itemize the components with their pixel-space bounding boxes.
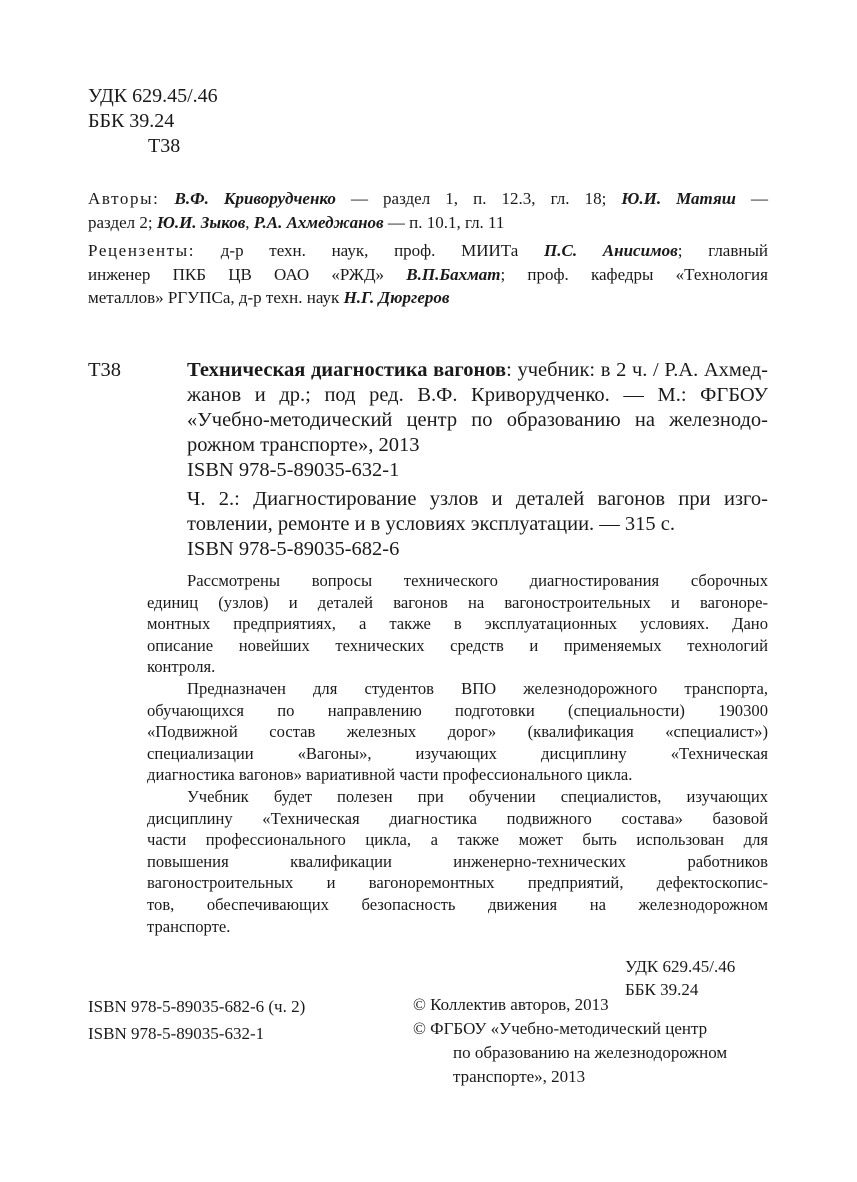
credits <box>88 187 768 310</box>
text-span: , <box>245 212 254 232</box>
person-name: П.С. Анисимов <box>544 241 678 260</box>
bibliographic-record <box>187 358 768 562</box>
abstract-line: части профессионального цикла, а также может быть использован для <box>147 830 768 850</box>
copyright-line: © Коллектив авторов, 2013 <box>413 995 609 1014</box>
reviewers-line <box>88 286 768 310</box>
text-span: раздел 2; <box>88 212 157 232</box>
abstract-line: вагоностроительных и вагоноремонтных предприятий, дефектоскопис- <box>147 873 768 893</box>
text-span: ; главный <box>677 241 768 260</box>
abstract-line: монтных предприятиях, а также в эксплуатационных условиях. Дано <box>147 614 768 634</box>
abstract-line: Рассмотрены вопросы технического диагностирования сборочных <box>187 571 768 590</box>
text-span: рожном транспорте», 2013 <box>187 434 420 456</box>
text-span: д-р техн. наук, проф. МИИТа <box>195 241 545 260</box>
abstract-paragraph <box>147 786 768 937</box>
bbk-code: ББК 39.24 <box>625 979 699 999</box>
text-span: Рецензенты: <box>88 241 196 260</box>
isbn-line: ISBN 978-5-89035-682-6 (ч. 2) <box>88 997 306 1016</box>
abstract-line: «Подвижной состав железных дорог» (квалификация «специалист») <box>147 722 768 742</box>
isbn-line: ISBN 978-5-89035-632-1 <box>88 1024 265 1043</box>
isbn-part: ISBN 978-5-89035-682-6 <box>187 538 400 560</box>
text-span: жанов и др.; под ред. В.Ф. Криворудченко. — М.: ФГБОУ <box>187 384 768 406</box>
abstract-line: дисциплину «Техническая диагностика подвижного состава» базовой <box>147 808 768 828</box>
person-name: Р.А. Ахмеджанов <box>253 212 384 232</box>
part-line: товлении, ремонте и в условиях эксплуатации. — 315 с. <box>187 513 676 535</box>
citation-line <box>187 408 768 433</box>
abstract-line: транспорте. <box>147 916 231 936</box>
citation <box>187 358 768 458</box>
text-span: Авторы: <box>88 189 160 208</box>
reviewers-line <box>88 239 768 263</box>
abstract-line: контроля. <box>147 657 216 677</box>
book-title: Техническая диагностика вагонов <box>187 359 507 381</box>
abstract-line: обучающихся по направлению подготовки (специальности) 190300 <box>147 700 768 720</box>
text-span: — раздел 1, п. 12.3, гл. 18; <box>335 189 622 208</box>
udk-code: УДК 629.45/.46 <box>625 957 736 976</box>
authors-line <box>88 187 768 211</box>
person-name: Н.Г. Дюргеров <box>343 288 450 307</box>
part-description <box>187 487 768 537</box>
classification-codes <box>88 84 218 159</box>
abstract-line: Учебник будет полезен при обучении специалистов, изучающих <box>187 786 768 806</box>
abstract-line: Предназначен для студентов ВПО железнодорожного транспорта, <box>187 678 768 698</box>
text-span: — <box>735 189 768 208</box>
abstract-line: описание новейших технических средств и применяемых технологий <box>147 635 768 655</box>
abstract-line: диагностика вагонов» вариативной части профессионального цикла. <box>147 765 633 785</box>
text-span: : учебник: в 2 ч. / Р.А. Ахмед- <box>506 359 768 381</box>
person-name: Ю.И. Матяш <box>621 189 736 208</box>
copyright-line: по образованию на железнодорожном <box>453 1043 728 1062</box>
copyright-line: транспорте», 2013 <box>453 1067 586 1086</box>
udk-code: УДК 629.45/.46 <box>88 85 218 107</box>
abstract-paragraph <box>147 570 768 678</box>
abstract-line: повышения квалификации инженерно-технических работников <box>147 851 768 871</box>
abstract-line: специализации «Вагоны», изучающих дисциплину «Техническая <box>147 743 768 763</box>
text-span: «Учебно-методический центр по образованию на железнодо- <box>187 409 768 431</box>
person-name: Ю.И. Зыков <box>156 212 246 232</box>
text-span: — п. 10.1, гл. 11 <box>383 212 505 232</box>
authors-section <box>88 187 768 234</box>
citation-line <box>187 383 768 408</box>
text-span <box>159 189 174 208</box>
part-line: Ч. 2.: Диагностирование узлов и деталей вагонов при изго- <box>187 488 768 510</box>
isbn-set: ISBN 978-5-89035-632-1 <box>187 459 400 481</box>
text-span: ; проф. кафедры «Технология <box>500 264 768 284</box>
person-name: В.Ф. Криворудченко <box>174 189 336 208</box>
reviewers-section <box>88 239 768 310</box>
text-span: инженер ПКБ ЦВ ОАО «РЖД» <box>88 264 407 284</box>
authors-line <box>88 211 768 235</box>
abstract <box>147 570 768 937</box>
abstract-line: тов, обеспечивающих безопасность движения на железнодорожном <box>147 894 768 914</box>
main-author-mark: Т38 <box>88 359 122 381</box>
citation-line <box>187 433 768 458</box>
reviewers-line <box>88 263 768 287</box>
person-name: В.П.Бахмат <box>406 264 501 284</box>
bbk-code: ББК 39.24 <box>88 110 175 132</box>
copyright-line: © ФГБОУ «Учебно-методический центр <box>413 1019 708 1038</box>
author-mark: Т38 <box>148 135 181 157</box>
abstract-paragraph <box>147 678 768 786</box>
isbn-list <box>88 993 305 1047</box>
text-span: металлов» РГУПСа, д-р техн. наук <box>88 288 344 307</box>
citation-line <box>187 358 768 383</box>
abstract-line: единиц (узлов) и деталей вагонов на вагоностроительных и вагоноре- <box>147 592 768 612</box>
copyright <box>413 993 727 1089</box>
